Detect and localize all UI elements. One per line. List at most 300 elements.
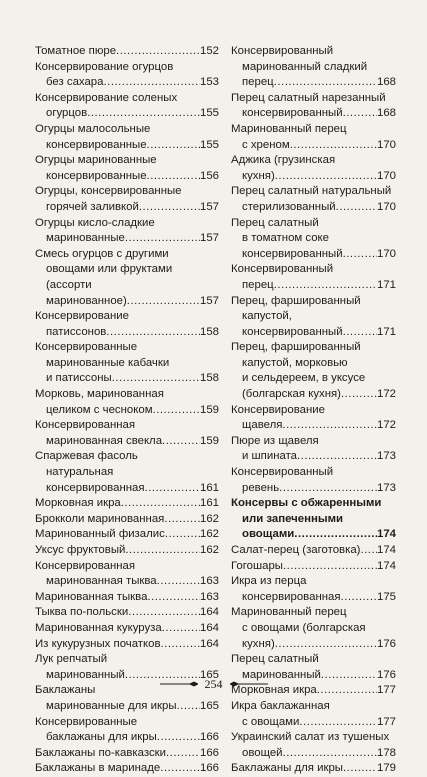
toc-page-number: 159	[199, 434, 219, 447]
toc-page-number: 157	[199, 232, 219, 245]
toc-page-number: 177	[376, 684, 396, 697]
leader-dots	[139, 200, 200, 216]
toc-entry-line	[231, 715, 396, 731]
toc-entry-line	[231, 231, 396, 247]
toc-page-number: 164	[199, 637, 219, 650]
toc-page-number: 168	[376, 107, 396, 120]
toc-entry-title: Лук репчатый	[35, 653, 108, 666]
toc-entry-line	[231, 184, 396, 200]
leader-dots	[121, 496, 200, 512]
leader-dots	[162, 434, 200, 450]
leader-dots	[341, 590, 377, 606]
toc-entry[interactable]	[231, 465, 396, 496]
toc-entry-title: с хреном	[242, 138, 290, 151]
toc-entry-line	[231, 559, 396, 575]
toc-page-number: 179	[376, 762, 396, 775]
toc-page-number: 171	[376, 325, 396, 338]
leader-dots	[157, 730, 200, 746]
toc-entry-title: Консервирование соленых	[35, 91, 178, 104]
toc-entry[interactable]	[35, 761, 219, 777]
toc-entry[interactable]	[231, 496, 396, 543]
toc-entry-title: патиссонов	[46, 325, 107, 338]
toc-entry-title: и патиссоны	[46, 372, 112, 385]
toc-entry-line	[231, 356, 396, 372]
toc-page-number: 173	[376, 450, 396, 463]
toc-page-number: 159	[199, 403, 219, 416]
toc-entry-line	[35, 590, 219, 606]
toc-entry-line	[35, 325, 219, 341]
left-ornament-icon	[160, 681, 198, 687]
page-footer	[0, 676, 427, 692]
toc-entry-line	[35, 527, 219, 543]
toc-entry-line	[231, 590, 396, 606]
toc-page-number: 166	[199, 731, 219, 744]
toc-entry-line	[35, 449, 219, 465]
toc-entry-title: Огурцы кисло-сладкие	[35, 216, 155, 229]
toc-entry-line	[35, 200, 219, 216]
leader-dots	[125, 231, 200, 247]
toc-entry[interactable]	[35, 637, 219, 653]
leader-dots	[128, 605, 200, 621]
toc-page-number: 178	[376, 746, 396, 759]
toc-entry[interactable]	[231, 761, 396, 777]
toc-entry[interactable]	[35, 418, 219, 449]
toc-entry-line	[231, 434, 396, 450]
toc-entry-title: огурцов	[46, 107, 88, 120]
leader-dots	[147, 169, 200, 185]
toc-entry-title: (болгарская кухня)	[242, 388, 341, 401]
toc-entry-line	[231, 340, 396, 356]
toc-entry-line	[35, 184, 219, 200]
toc-entry-title: консервированный	[242, 247, 343, 260]
toc-entry-line	[231, 418, 396, 434]
toc-entry-line	[35, 481, 219, 497]
page-number: 254	[204, 676, 223, 691]
toc-entry[interactable]	[231, 153, 396, 184]
toc-entry-line	[35, 418, 219, 434]
toc-entry-line	[35, 652, 219, 668]
toc-entry[interactable]	[231, 91, 396, 122]
toc-entry-line	[35, 496, 219, 512]
toc-entry-title: Украинский салат из тушеных	[231, 731, 390, 744]
toc-page-number: 162	[199, 544, 219, 556]
toc-entry-title: Перец салатный нарезанный	[231, 91, 386, 104]
toc-right-column	[231, 44, 396, 777]
toc-entry-line	[231, 527, 396, 543]
leader-dots	[360, 543, 377, 559]
toc-entry[interactable]	[35, 340, 219, 387]
toc-entry-line	[35, 746, 219, 762]
toc-page-number: 165	[199, 699, 219, 712]
toc-page-number: 156	[199, 169, 219, 182]
toc-page-number: 176	[376, 637, 396, 650]
toc-entry-title: Гогошары	[231, 559, 283, 572]
toc-entry-line	[35, 637, 219, 653]
toc-page-number: 166	[199, 746, 219, 759]
toc-entry-line	[35, 138, 219, 154]
toc-entry-title: маринованные	[46, 232, 125, 245]
toc-entry-line	[231, 216, 396, 232]
toc-entry[interactable]	[35, 496, 219, 512]
toc-entry-title: или запеченными	[242, 512, 344, 525]
toc-entry-title: Морковная икра	[35, 497, 121, 510]
toc-entry[interactable]	[231, 574, 396, 605]
toc-entry-title: маринованный	[46, 668, 125, 681]
toc-entry-line	[231, 106, 396, 122]
toc-entry-line	[35, 761, 219, 777]
toc-page-number: 168	[376, 76, 396, 89]
toc-entry-title: Баклажаны по-кавказски	[35, 746, 166, 759]
toc-entry[interactable]	[35, 621, 219, 637]
toc-entry-line	[35, 387, 219, 403]
toc-entry-line	[35, 122, 219, 138]
leader-dots	[145, 481, 200, 497]
toc-entry-line	[35, 730, 219, 746]
toc-entry[interactable]	[35, 605, 219, 621]
toc-entry-title: Консервированный	[231, 263, 334, 276]
leader-dots	[274, 75, 377, 91]
toc-entry[interactable]	[231, 216, 396, 263]
toc-entry-line	[35, 153, 219, 169]
leader-dots	[166, 746, 200, 762]
right-ornament-icon	[230, 681, 268, 687]
toc-entry-title: и сельдереем, в уксусе	[242, 372, 366, 385]
toc-entry-line	[231, 138, 396, 154]
toc-entry-title: без сахара	[46, 76, 104, 89]
toc-page-number: 162	[199, 528, 219, 541]
toc-entry-title: Огурцы маринованные	[35, 154, 157, 167]
toc-entry[interactable]	[35, 527, 219, 543]
toc-entry-title: Консервирование	[231, 403, 325, 416]
toc-page-number: 164	[199, 621, 219, 634]
leader-dots	[343, 325, 377, 341]
toc-entry-line	[231, 730, 396, 746]
toc-entry-title: кухня)	[242, 637, 275, 650]
toc-page-number: 163	[199, 590, 219, 603]
toc-entry-title: Перец салатный натуральный	[231, 185, 392, 198]
toc-page-number: 155	[199, 107, 219, 120]
toc-page-number: 164	[199, 606, 219, 619]
leader-dots	[157, 574, 200, 590]
toc-entry-title: Икра из перца	[231, 575, 307, 588]
toc-entry-title: Консервирование огурцов	[35, 60, 174, 73]
toc-page-number: 163	[199, 575, 219, 588]
toc-entry-title: консервированная	[242, 590, 341, 603]
toc-entry-title: овощей	[242, 746, 283, 759]
toc-page-number: 157	[199, 200, 219, 213]
toc-entry-line	[35, 231, 219, 247]
toc-entry-line	[231, 699, 396, 715]
toc-entry[interactable]	[35, 387, 219, 418]
toc-entry-line	[35, 262, 219, 278]
leader-dots	[162, 621, 200, 637]
toc-left-column	[35, 44, 219, 777]
leader-dots	[275, 637, 377, 653]
leader-dots	[116, 44, 200, 60]
toc-entry[interactable]	[35, 91, 219, 122]
toc-entry-line	[35, 403, 219, 419]
toc-page-number: 158	[199, 325, 219, 338]
toc-entry-title: Маринованная тыква	[35, 590, 148, 603]
toc-entry-title: Икра баклажанная	[231, 699, 330, 712]
toc-entry-line	[35, 699, 219, 715]
toc-entry[interactable]	[35, 543, 219, 559]
toc-entry-line	[35, 247, 219, 263]
toc-entry-title: Уксус фруктовый	[35, 544, 126, 556]
toc-entry[interactable]	[35, 44, 219, 60]
toc-entry-line	[35, 371, 219, 387]
toc-entry-line	[35, 559, 219, 575]
leader-dots	[112, 371, 200, 387]
toc-entry-title: овощами	[242, 528, 295, 541]
toc-entry[interactable]	[231, 44, 396, 91]
toc-entry-line	[35, 216, 219, 232]
leader-dots	[343, 106, 377, 122]
leader-dots	[341, 387, 377, 403]
toc-entry-line	[231, 309, 396, 325]
leader-dots	[343, 247, 377, 263]
toc-entry-line	[35, 621, 219, 637]
toc-entry-line	[35, 44, 219, 60]
toc-entry[interactable]	[231, 262, 396, 293]
toc-entry[interactable]	[231, 699, 396, 730]
toc-entry-title: Смесь огурцов с другими	[35, 247, 169, 260]
leader-dots	[336, 200, 377, 216]
toc-page-number: 170	[376, 247, 396, 260]
toc-entry-line	[231, 169, 396, 185]
leader-dots	[147, 590, 200, 606]
toc-entry[interactable]	[231, 403, 396, 434]
toc-entry[interactable]	[35, 122, 219, 153]
toc-entry-line	[231, 403, 396, 419]
toc-entry-line	[231, 512, 396, 528]
toc-entry-title: Консервированная	[35, 559, 136, 572]
toc-entry[interactable]	[231, 340, 396, 402]
toc-entry-title: Морковная икра	[231, 684, 317, 697]
toc-page-number: 166	[199, 762, 219, 775]
toc-entry[interactable]	[231, 294, 396, 341]
toc-entry-line	[35, 574, 219, 590]
toc-entry-title: маринованный	[242, 668, 321, 681]
toc-entry-line	[231, 449, 396, 465]
toc-entry-line	[231, 371, 396, 387]
toc-entry-line	[231, 60, 396, 76]
toc-entry-title: Перец салатный	[231, 653, 319, 666]
toc-entry-line	[231, 496, 396, 512]
toc-entry[interactable]	[231, 543, 396, 559]
leader-dots	[164, 512, 200, 528]
leader-dots	[127, 294, 200, 310]
leader-dots	[283, 746, 377, 762]
toc-entry[interactable]	[35, 216, 219, 247]
toc-entry-title: баклажаны для икры	[46, 731, 157, 744]
toc-entry-title: Спаржевая фасоль	[35, 450, 138, 463]
toc-entry-title: Морковь, маринованная	[35, 388, 164, 401]
leader-dots	[299, 715, 377, 731]
toc-entry[interactable]	[35, 309, 219, 340]
toc-entry-line	[231, 574, 396, 590]
leader-dots	[279, 481, 377, 497]
toc-entry[interactable]	[231, 730, 396, 761]
toc-entry-title: Маринованный физалис	[35, 528, 165, 541]
toc-entry-line	[231, 543, 396, 559]
toc-entry-line	[35, 465, 219, 481]
toc-page-number: 174	[376, 544, 396, 556]
toc-page-number: 174	[376, 559, 396, 572]
leader-dots	[297, 449, 377, 465]
toc-entry-title: Баклажаны в маринаде	[35, 762, 161, 775]
toc-entry-title: Консервированная	[35, 419, 136, 432]
toc-entry[interactable]	[231, 122, 396, 153]
toc-entry[interactable]	[35, 512, 219, 528]
toc-entry-line	[231, 325, 396, 341]
leader-dots	[87, 106, 200, 122]
toc-entry-line	[231, 465, 396, 481]
toc-page-number: 170	[376, 200, 396, 213]
leader-dots	[275, 169, 377, 185]
toc-entry-title: перец	[242, 76, 274, 89]
toc-entry-line	[231, 44, 396, 60]
toc-entry[interactable]	[35, 153, 219, 184]
toc-entry-title: Пюре из щавеля	[231, 434, 319, 447]
toc-entry-title: Баклажаны	[35, 684, 96, 697]
toc-entry-title: Тыква по-польски	[35, 606, 129, 619]
toc-entry-title: натуральная	[46, 466, 114, 479]
toc-page-number: 170	[376, 138, 396, 151]
toc-page-number: 173	[376, 481, 396, 494]
toc-entry-title: ревень	[242, 481, 280, 494]
leader-dots	[160, 761, 200, 777]
toc-entry[interactable]	[231, 559, 396, 575]
leader-dots	[161, 637, 200, 653]
leader-dots	[165, 527, 200, 543]
toc-entry-title: Перец салатный	[231, 216, 319, 229]
toc-entry-line	[231, 605, 396, 621]
toc-page-number: 155	[199, 138, 219, 151]
toc-entry[interactable]	[35, 715, 219, 746]
toc-entry-title: Консервированный	[231, 466, 334, 479]
toc-entry[interactable]	[35, 559, 219, 590]
toc-entry-title: консервированный	[242, 325, 343, 338]
leader-dots	[274, 278, 377, 294]
leader-dots	[103, 75, 200, 91]
toc-entry-title: Томатное пюре	[35, 45, 117, 57]
leader-dots	[153, 403, 200, 419]
toc-entry-title: Огурцы, консервированные	[35, 185, 182, 198]
toc-entry-title: горячей заливкой	[46, 200, 139, 213]
toc-page-number: 152	[199, 45, 219, 57]
toc-page-number: 162	[199, 512, 219, 525]
toc-entry-title: перец	[242, 278, 274, 291]
toc-page-number: 161	[199, 497, 219, 510]
toc-entry-title: Маринованная кукуруза	[35, 621, 162, 634]
toc-page-number: 176	[376, 668, 396, 681]
toc-entry-title: овощами или фруктами	[46, 263, 173, 276]
toc-entry-line	[35, 356, 219, 372]
toc-entry-line	[231, 481, 396, 497]
toc-entry-title: Брокколи маринованная	[35, 512, 165, 525]
toc-entry[interactable]	[35, 449, 219, 496]
toc-entry-title: целиком с чесноком	[46, 403, 153, 416]
toc-entry-title: капустой, морковью	[242, 356, 348, 369]
toc-entry[interactable]	[35, 184, 219, 215]
toc-entry[interactable]	[35, 746, 219, 762]
toc-page-number: 153	[199, 76, 219, 89]
toc-entry-line	[231, 387, 396, 403]
toc-entry[interactable]	[35, 247, 219, 309]
toc-entry-line	[231, 637, 396, 653]
toc-entry-title: маринованные кабачки	[46, 356, 170, 369]
leader-dots	[290, 138, 377, 154]
toc-entry-line	[35, 340, 219, 356]
toc-page-number: 170	[376, 169, 396, 182]
toc-entry-title: маринованные для икры	[46, 699, 177, 712]
leader-dots	[282, 418, 377, 434]
toc-entry-line	[231, 278, 396, 294]
toc-entry-title: с овощами (болгарская	[242, 621, 366, 634]
toc-entry-line	[35, 91, 219, 107]
toc-entry-title: Из кукурузных початков	[35, 637, 161, 650]
toc-page-number: 175	[376, 590, 396, 603]
toc-entry-title: Консервы с обжаренными	[231, 497, 382, 510]
leader-dots	[125, 543, 200, 559]
toc-entry-title: маринованная тыква	[46, 575, 157, 588]
toc-entry-title: щавеля	[242, 419, 283, 432]
leader-dots	[294, 527, 377, 543]
toc-entry-title: Перец, фаршированный	[231, 341, 361, 354]
toc-entry-line	[35, 278, 219, 294]
toc-entry-line	[35, 169, 219, 185]
toc-entry-title: с овощами	[242, 715, 300, 728]
toc-entry-title: Перец, фаршированный	[231, 294, 361, 307]
toc-entry-title: стерилизованный	[242, 200, 336, 213]
toc-entry[interactable]	[35, 60, 219, 91]
toc-entry-line	[35, 309, 219, 325]
toc-entry-title: Консервированный	[231, 45, 334, 57]
toc-entry-line	[35, 434, 219, 450]
toc-entry-title: консервированные	[46, 169, 147, 182]
toc-entry-title: консервированный	[242, 107, 343, 120]
toc-entry-title: Маринованный перец	[231, 606, 347, 619]
toc-page-number: 161	[199, 481, 219, 494]
leader-dots	[147, 138, 200, 154]
toc-entry-title: консервированные	[46, 138, 147, 151]
toc-entry-line	[35, 512, 219, 528]
toc-entry-line	[35, 60, 219, 76]
toc-entry-title: Маринованный перец	[231, 122, 347, 135]
toc-page-number: 171	[376, 278, 396, 291]
leader-dots	[283, 559, 377, 575]
toc-entry-title: маринованный сладкий	[242, 60, 368, 73]
toc-entry-line	[231, 91, 396, 107]
toc-entry-title: маринованное)	[46, 294, 127, 307]
toc-entry-title: маринованная свекла	[46, 434, 163, 447]
toc-entry[interactable]	[231, 184, 396, 215]
toc-entry-line	[231, 200, 396, 216]
toc-entry[interactable]	[231, 434, 396, 465]
toc-entry-title: Консервированные	[35, 341, 138, 354]
toc-entry-line	[231, 294, 396, 310]
leader-dots	[343, 761, 377, 777]
toc-entry[interactable]	[231, 605, 396, 652]
toc-entry-line	[231, 153, 396, 169]
toc-entry[interactable]	[35, 590, 219, 606]
toc-entry-line	[35, 75, 219, 91]
toc-entry-line	[231, 746, 396, 762]
toc-page-number: 177	[376, 715, 396, 728]
toc-entry-title: капустой,	[242, 310, 292, 323]
toc-entry-title: Баклажаны для икры	[231, 762, 343, 775]
